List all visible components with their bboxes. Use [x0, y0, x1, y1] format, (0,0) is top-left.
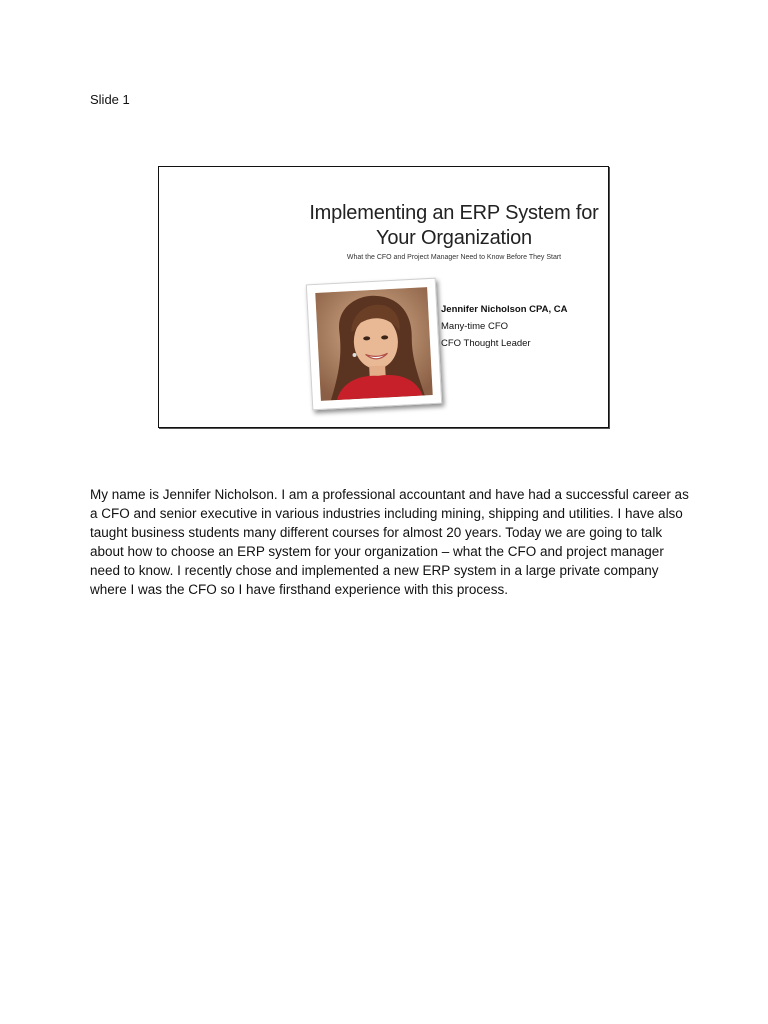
slide-thumbnail — [158, 166, 609, 428]
speaker-notes-paragraph: My name is Jennifer Nicholson. I am a professional accountant and have had a successful career as a CFO and senior executive in various industries including mining, shipping and utilities. I have also taught business students many different courses for almost 20 years. Today we are going to talk about how to choose an ERP system for your organization – what the CFO and project manager need to know. I recently chose and implemented a new ERP system in a large private company where I was the CFO so I have firsthand experience with this process. — [90, 487, 689, 597]
presenter-info — [441, 301, 568, 352]
slide-title: Implementing an ERP System for Your Organization — [309, 202, 599, 249]
presenter-name: Jennifer Nicholson CPA, CA — [441, 304, 568, 315]
presenter-role: Many-time CFO — [441, 321, 509, 332]
presenter-photo-frame — [306, 278, 442, 411]
presenter-portrait-image — [315, 287, 432, 401]
presenter-role: CFO Thought Leader — [441, 338, 531, 349]
presenter-photo — [315, 287, 432, 401]
slide-subtitle: What the CFO and Project Manager Need to Know Before They Start — [346, 254, 562, 261]
slide-label: Slide 1 — [90, 92, 130, 107]
